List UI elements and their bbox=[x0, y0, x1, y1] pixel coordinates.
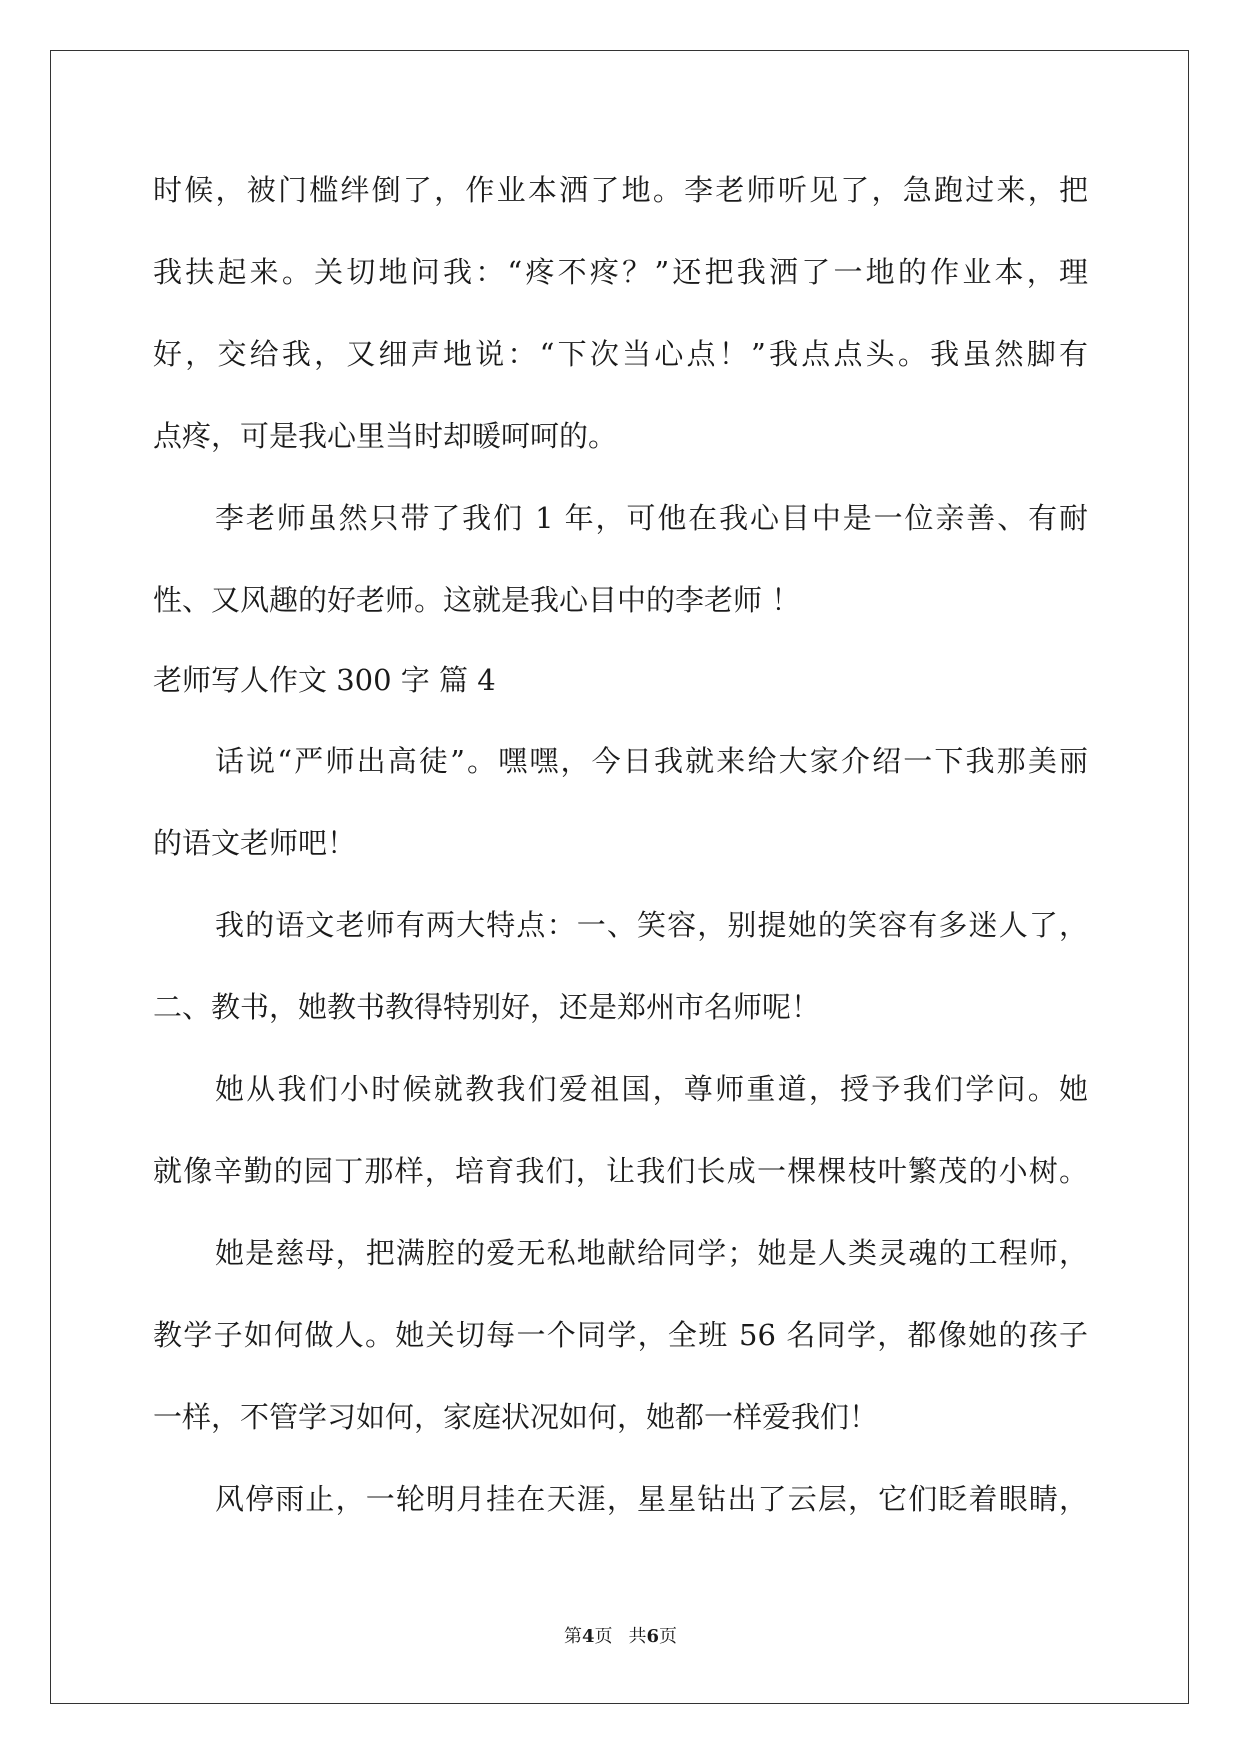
page-border bbox=[50, 50, 1189, 1704]
page-footer bbox=[0, 1625, 1241, 1649]
text-line-15: 教学子如何做人。她关切每一个同学，全班 56 名同学，都像她的孩子 bbox=[153, 1318, 1088, 1352]
text-line-17: 风停雨止，一轮明月挂在天涯，星星钻出了云层，它们眨着眼睛， bbox=[215, 1482, 1088, 1516]
footer-total-suffix: 页 bbox=[659, 1626, 678, 1647]
text-line-3: 好，交给我，又细声地说：“下次当心点！”我点点头。我虽然脚有 bbox=[153, 337, 1088, 371]
text-line-11: 二、教书，她教书教得特别好，还是郑州市名师呢！ bbox=[153, 990, 821, 1024]
text-line-9: 的语文老师吧！ bbox=[153, 826, 357, 860]
footer-total-pages: 6 bbox=[646, 1626, 660, 1647]
text-line-10: 我的语文老师有两大特点：一、笑容，别提她的笑容有多迷人了， bbox=[215, 908, 1088, 942]
text-line-2: 我扶起来。关切地问我：“疼不疼？”还把我洒了一地的作业本，理 bbox=[153, 255, 1088, 289]
section-heading: 老师写人作文 300 字 篇 4 bbox=[153, 663, 496, 697]
footer-prefix: 第 bbox=[563, 1626, 582, 1647]
text-line-14: 她是慈母，把满腔的爱无私地献给同学；她是人类灵魂的工程师， bbox=[215, 1236, 1088, 1270]
text-line-5: 李老师虽然只带了我们 1 年，可他在我心目中是一位亲善、有耐 bbox=[215, 501, 1088, 535]
footer-page-suffix: 页 bbox=[594, 1626, 613, 1647]
footer-total-prefix: 共 bbox=[628, 1626, 647, 1647]
text-line-16: 一样，不管学习如何，家庭状况如何，她都一样爱我们！ bbox=[153, 1400, 879, 1434]
text-line-12: 她从我们小时候就教我们爱祖国，尊师重道，授予我们学问。她 bbox=[215, 1072, 1088, 1106]
text-line-13: 就像辛勤的园丁那样，培育我们，让我们长成一棵棵枝叶繁茂的小树。 bbox=[153, 1154, 1088, 1188]
text-line-1: 时候，被门槛绊倒了，作业本洒了地。李老师听见了，急跑过来，把 bbox=[153, 173, 1088, 207]
text-line-8: 话说“严师出高徒”。嘿嘿，今日我就来给大家介绍一下我那美丽 bbox=[215, 744, 1088, 778]
text-line-6: 性、又风趣的好老师。这就是我心目中的李老师 ！ bbox=[153, 583, 801, 617]
text-line-4: 点疼，可是我心里当时却暖呵呵的。 bbox=[153, 419, 618, 453]
footer-current-page: 4 bbox=[581, 1626, 595, 1647]
